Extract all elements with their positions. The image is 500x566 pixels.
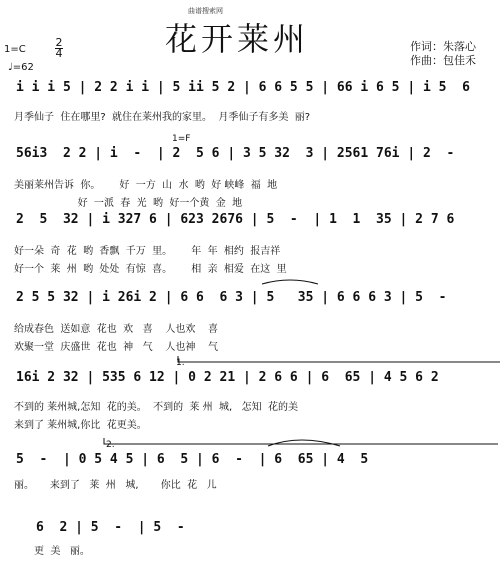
notes-row-2: 56i3 2 2 | i - | 2 5 6 | 3 5 32 3 | 2561 76i | 2 -: [16, 146, 470, 161]
time-signature-bottom: 4: [55, 47, 63, 60]
lyric-row-2-line-1: 美丽莱州告诉 你。 好 一方 山 水 哟 好 峡峰 福 地: [14, 180, 278, 191]
lyric-row-7-line-1: 更 美 丽。: [34, 546, 90, 557]
second-ending-bracket: [104, 438, 498, 444]
composer: 作曲：包佳禾: [410, 54, 476, 67]
notes-row-7: 6 2 | 5 - | 5 -: [36, 520, 201, 535]
song-title: 花开莱州: [165, 20, 310, 58]
tempo-marking: ♩=62: [8, 62, 34, 73]
second-ending-marker: 2.: [106, 440, 115, 450]
notes-row-4: 2 5 5 32 | i 26i 2 | 6 6 6 3 | 5 35 | 6 6 6 3 | 5 -: [16, 290, 463, 305]
notes-row-3: 2 5 32 | i 327 6 | 623 2676 | 5 - | 1 1 35 | 2 7 6: [16, 212, 463, 227]
lyric-row-4-line-1: 给成春色 送如意 花也 欢 喜 人也欢 喜: [14, 324, 219, 335]
slur-1: [262, 280, 318, 284]
lyric-row-1-line-1: 月季仙子 住在哪里? 就住在莱州我的家里。 月季仙子有多美 丽?: [14, 112, 311, 123]
first-ending-marker: 1.: [176, 358, 185, 368]
lyric-row-2-line-2: 好 一派 春 光 哟 好一个黄 金 地: [14, 198, 243, 209]
notes-row-6: 5 - | 0 5 4 5 | 6 5 | 6 - | 6 65 | 4 5: [16, 452, 377, 467]
slur-2: [268, 440, 340, 446]
notes-row-1: i i i 5 | 2 2 i i | 5 ii 5 2 | 6 6 5 5 | 66 i 6 5 | i 5 6: [16, 80, 478, 95]
key-signature: 1=C: [4, 44, 26, 55]
notes-row-5: 16i 2 32 | 535 6 12 | 0 2 21 | 2 6 6 | 6 65 | 4 5 6 2: [16, 370, 447, 385]
lyric-row-3-line-2: 好一个 莱 州 哟 处处 有惊 喜。 相 亲 相爱 在这 里: [14, 264, 287, 275]
watermark: 曲谱搜索网: [188, 7, 223, 15]
lyric-row-6-line-1: 丽。 来到了 莱 州 城, 你比 花 儿: [14, 480, 217, 491]
lyric-row-5-line-1: 不到的 莱州城,怎知 花的美。 不到的 莱 州 城, 怎知 花的美: [14, 402, 299, 413]
lyric-row-3-line-1: 好一朵 奇 花 哟 香飘 千万 里。 年 年 相约 报吉祥: [14, 246, 281, 257]
lyricist: 作词：朱落心: [410, 40, 476, 53]
lyric-row-5-line-2: 来到了 莱州城,你比 花更美。: [14, 420, 147, 431]
lyric-row-4-line-2: 欢聚一堂 庆盛世 花也 神 气 人也神 气: [14, 342, 219, 353]
time-signature-top: 2: [55, 36, 63, 49]
first-ending-bracket: [178, 356, 500, 362]
key-change-marker: 1=F: [172, 134, 191, 144]
